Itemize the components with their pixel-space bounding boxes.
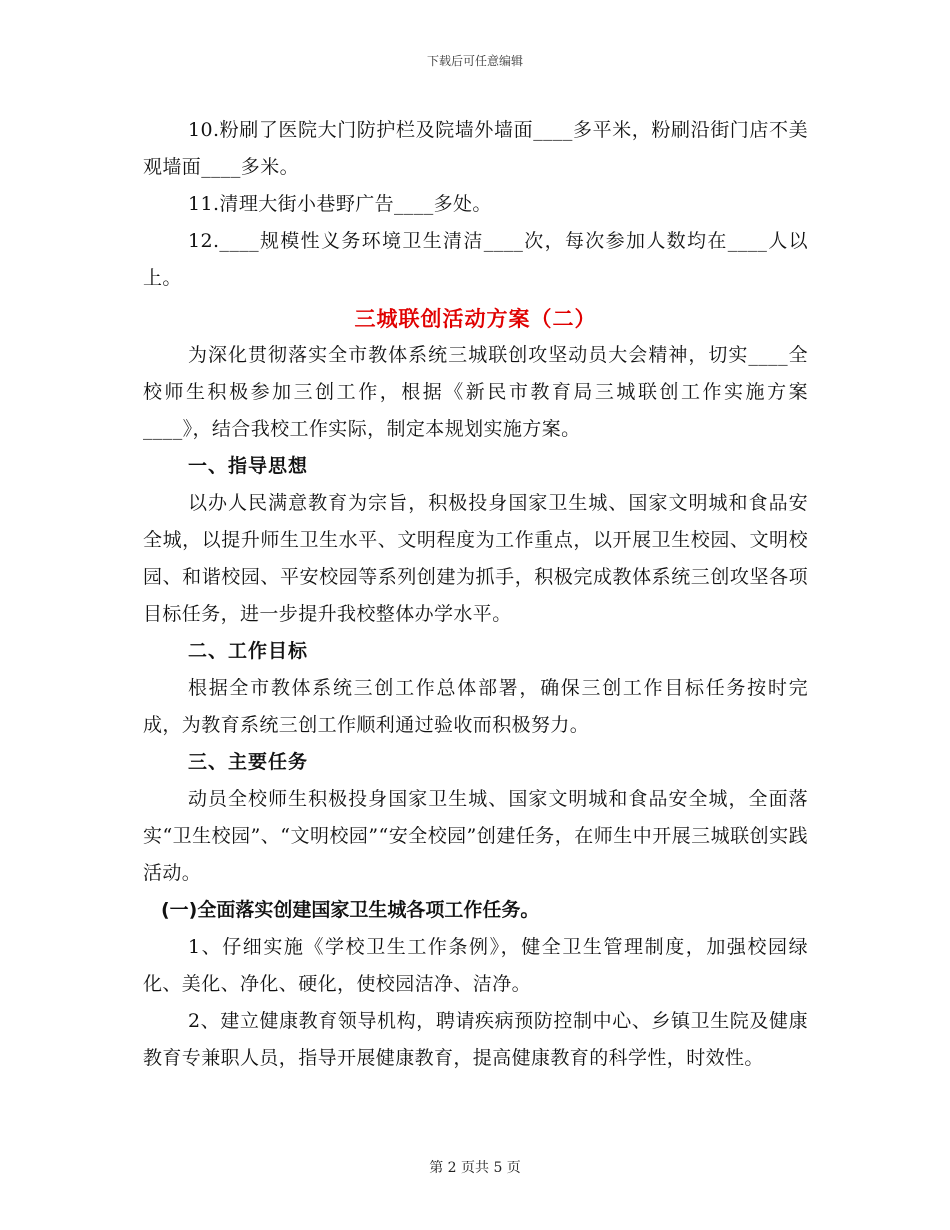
list-item-10: 10.粉刷了医院大门防护栏及院墙外墙面____多平米，粉刷沿街门店不美观墙面____多米。 — [143, 119, 808, 178]
list-item-12: 12.____规模性义务环境卫生清洁____次，每次参加人数均在____人以上。 — [143, 230, 808, 289]
intro-paragraph: 为深化贯彻落实全市教体系统三城联创攻坚动员大会精神，切实____全校师生积极参加三创工作，根据《新民市教育局三城联创工作实施方案____》，结合我校工作实际，制定本规划实施方案。 — [143, 344, 808, 440]
paragraph-guiding-ideology: 以办人民满意教育为宗旨，积极投身国家卫生城、国家文明城和食品安全城，以提升师生卫生水平、文明程度为工作重点，以开展卫生校园、文明校园、和谐校园、平安校园等系列创建为抓手，积极完成教体系统三创攻坚各项目标任务，进一步提升我校整体办学水平。 — [143, 492, 808, 625]
paragraph-work-goals: 根据全市教体系统三创工作总体部署，确保三创工作目标任务按时完成，为教育系统三创工作顺利通过验收而积极努力。 — [143, 677, 808, 736]
subheading-health-city: (一)全面落实创建国家卫生城各项工作任务。 — [161, 899, 540, 921]
list-item-11: 11.清理大街小巷野广告____多处。 — [188, 193, 492, 215]
section-title: 三城联创活动方案（二） — [354, 307, 597, 331]
page-footer: 第 2 页共 5 页 — [429, 1160, 521, 1176]
paragraph-main-tasks: 动员全校师生积极投身国家卫生城、国家文明城和食品安全城，全面落实“卫生校园”、“文明校园”“安全校园”创建任务，在师生中开展三城联创实践活动。 — [143, 788, 808, 884]
document-body — [143, 112, 808, 1077]
task-item-1: 1、仔细实施《学校卫生工作条例》，健全卫生管理制度，加强校园绿化、美化、净化、硬化，使校园洁净、洁净。 — [143, 936, 808, 995]
page-header: 下载后可任意编辑 — [426, 54, 523, 68]
heading-guiding-ideology: 一、指导思想 — [188, 455, 309, 477]
heading-main-tasks: 三、主要任务 — [188, 751, 309, 773]
heading-work-goals: 二、工作目标 — [188, 640, 309, 662]
task-item-2: 2、建立健康教育领导机构，聘请疾病预防控制中心、乡镇卫生院及健康教育专兼职人员，指导开展健康教育，提高健康教育的科学性，时效性。 — [143, 1010, 808, 1069]
